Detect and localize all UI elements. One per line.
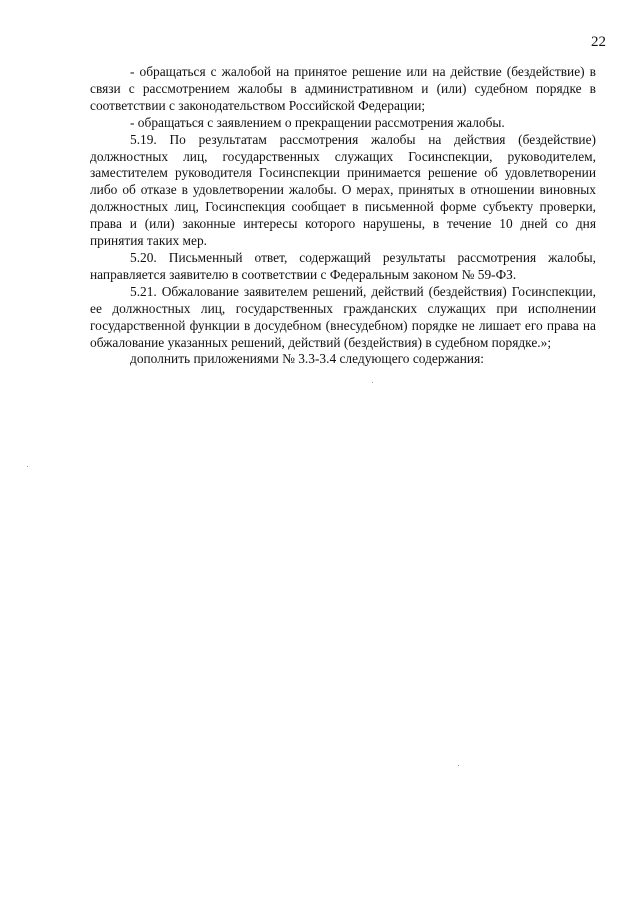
paragraph-appeal-decision: - обращаться с жалобой на принятое решение или на действие (бездействие) в связи с рассмотрением жалобы в административном и (или) судебном порядке в соответствии с законодательством Российской Федерации; — [90, 64, 596, 113]
scan-speck — [27, 466, 28, 467]
page-number: 22 — [591, 34, 606, 50]
paragraph-appendices: дополнить приложениями № 3.3-3.4 следующего содержания: — [130, 351, 484, 367]
scan-speck — [458, 765, 459, 766]
document-body — [90, 64, 596, 368]
scan-speck — [372, 382, 373, 383]
paragraph-5-21: 5.21. Обжалование заявителем решений, действий (бездействия) Госинспекции, ее должностных лиц, государственных гражданских служащих при исполнении государственной функции в досудебном (внесудебном) порядке не лишает его права на обжалование указанных решений, действий (бездействия) в судебном порядке.»; — [90, 283, 596, 350]
paragraph-5-20: 5.20. Письменный ответ, содержащий результаты рассмотрения жалобы, направляется заявителю в соответствии с Федеральным законом № 59-ФЗ. — [90, 249, 596, 282]
paragraph-termination-request: - обращаться с заявлением о прекращении рассмотрения жалобы. — [130, 114, 505, 130]
paragraph-5-19: 5.19. По результатам рассмотрения жалобы на действия (бездействие) должностных лиц, государственных служащих Госинспекции, руководителем, заместителем руководителя Госинспекции принимается решение об удовлетворении либо об отказе в удовлетворении жалобы. О мерах, принятых в отношении виновных должностных лиц, Госинспекция сообщает в письменной форме субъекту проверки, права и (или) законные интересы которого нарушены, в течение 10 дней со дня принятия таких мер. — [90, 131, 596, 249]
